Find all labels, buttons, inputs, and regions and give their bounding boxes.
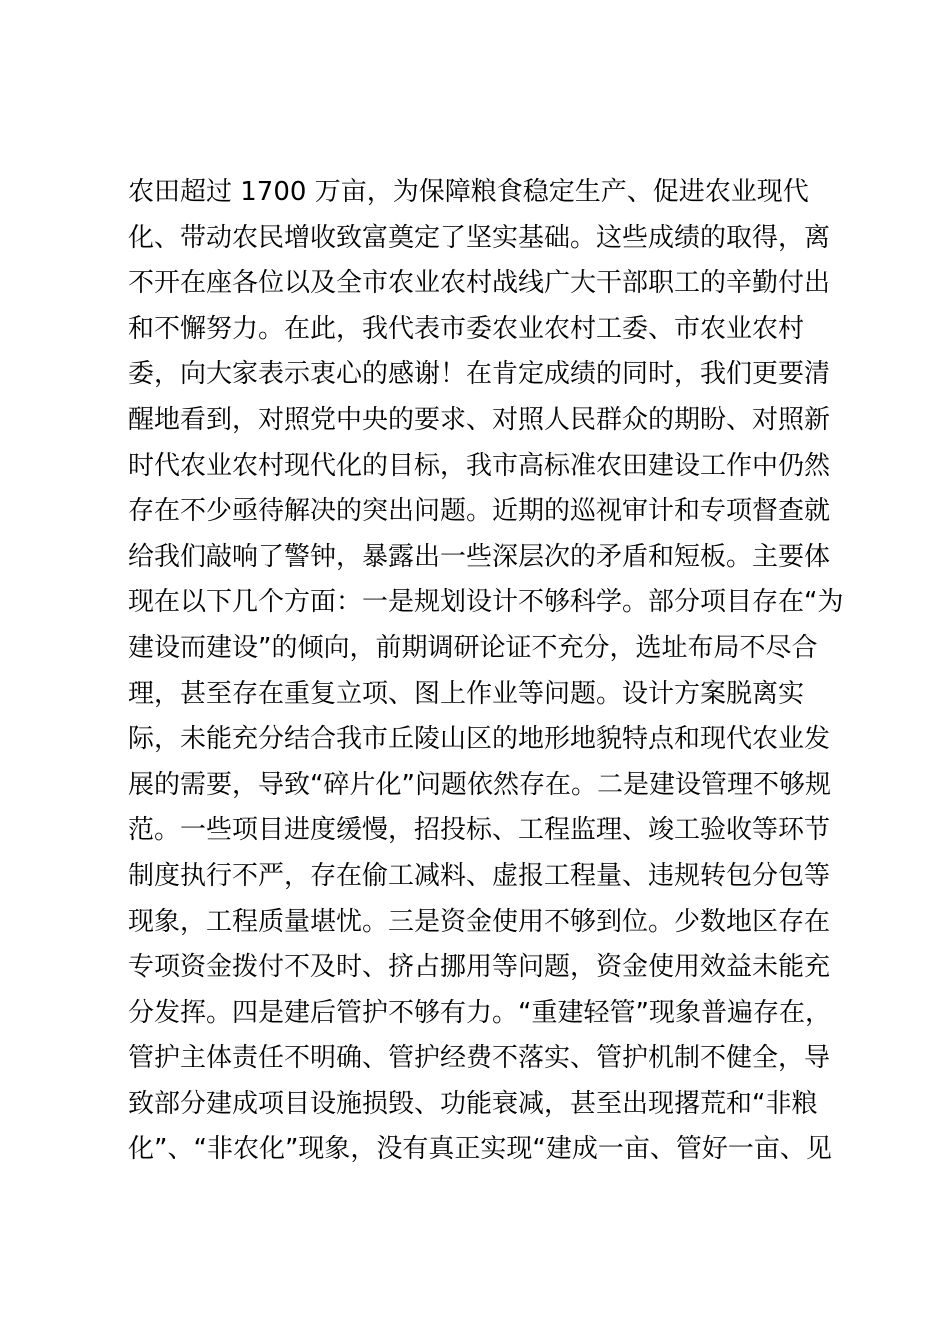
text-line: 化、带动农民增收致富奠定了坚实基础。这些成绩的取得，离: [128, 222, 831, 253]
text-line: 现在以下几个方面：一是规划设计不够科学。部分项目存在“为: [128, 587, 844, 618]
text-line: 专项资金拨付不及时、挤占挪用等问题，资金使用效益未能充: [128, 952, 831, 983]
text-line: 理，甚至存在重复立项、图上作业等问题。设计方案脱离实: [128, 678, 805, 709]
text-line: 范。一些项目进度缓慢，招投标、工程监理、竣工验收等环节: [128, 815, 831, 846]
text-line: 给我们敲响了警钟，暴露出一些深层次的矛盾和短板。主要体: [128, 541, 831, 572]
text-line: 际，未能充分结合我市丘陵山区的地形地貌特点和现代农业发: [128, 724, 831, 755]
text-line: 制度执行不严，存在偷工减料、虚报工程量、违规转包分包等: [128, 860, 831, 891]
text-line: 存在不少亟待解决的突出问题。近期的巡视审计和专项督查就: [128, 496, 831, 527]
text-line: 致部分建成项目设施损毁、功能衰减，甚至出现撂荒和“非粮: [128, 1088, 818, 1119]
text-line: 时代农业农村现代化的目标，我市高标准农田建设工作中仍然: [128, 450, 831, 481]
text-line: 和不懈努力。在此，我代表市委农业农村工委、市农业农村: [128, 313, 805, 344]
text-line: 建设而建设”的倾向，前期调研论证不充分，选址布局不尽合: [128, 632, 818, 663]
text-line: 现象，工程质量堪忧。三是资金使用不够到位。少数地区存在: [128, 906, 831, 937]
text-line: 醒地看到，对照党中央的要求、对照人民群众的期盼、对照新: [128, 404, 831, 435]
text-line: 管护主体责任不明确、管护经费不落实、管护机制不健全，导: [128, 1043, 831, 1074]
body-text: [128, 170, 848, 1173]
text-line: 化”、“非农化”现象，没有真正实现“建成一亩、管好一亩、见: [128, 1134, 832, 1165]
text-line: 委，向大家表示衷心的感谢！在肯定成绩的同时，我们更要清: [128, 359, 831, 390]
text-line: 展的需要，导致“碎片化”问题依然存在。二是建设管理不够规: [128, 769, 831, 800]
text-line: 分发挥。四是建后管护不够有力。“重建轻管”现象普遍存在，: [128, 997, 831, 1028]
text-line: 不开在座各位以及全市农业农村战线广大干部职工的辛勤付出: [128, 268, 831, 299]
text-line: 农田超过 1700 万亩，为保障粮食稳定生产、促进农业现代: [128, 177, 809, 207]
